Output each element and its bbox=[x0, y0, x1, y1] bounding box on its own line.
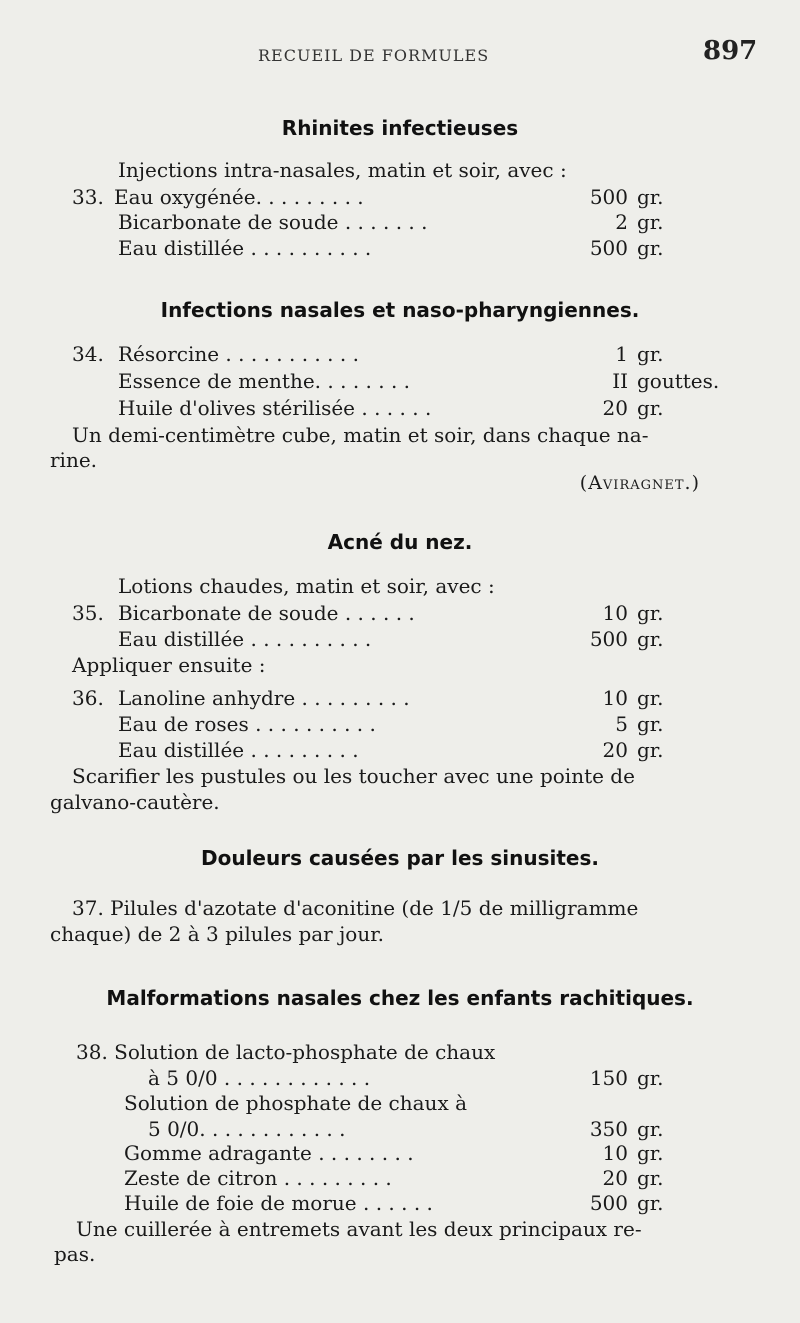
ingredient-name: Huile d'olives stérilisée . . . . . . bbox=[118, 396, 432, 420]
ingredient-quantity: 10 bbox=[602, 686, 628, 710]
ingredient-name: Zeste de citron . . . . . . . . . bbox=[124, 1166, 392, 1190]
ingredient-name: Eau distillée . . . . . . . . . . bbox=[118, 236, 372, 260]
ingredient-quantity: 350 bbox=[589, 1117, 628, 1141]
ingredient-quantity: 500 bbox=[589, 185, 628, 209]
author-attribution: (Aviragnet.) bbox=[579, 472, 700, 494]
formula-number: 34. bbox=[72, 342, 104, 366]
ingredient-quantity: 10 bbox=[602, 1141, 628, 1165]
ingredient-name: Bicarbonate de soude . . . . . . . bbox=[118, 210, 428, 234]
ingredient-name: 5 0/0. . . . . . . . . . . . bbox=[148, 1117, 346, 1141]
ingredient-name: Résorcine . . . . . . . . . . . bbox=[118, 342, 359, 366]
ingredient-unit: gr. bbox=[637, 627, 664, 651]
instruction-text: galvano-cautère. bbox=[50, 790, 220, 814]
ingredient-name: Essence de menthe. . . . . . . . bbox=[118, 369, 411, 393]
ingredient-quantity: 20 bbox=[602, 1166, 628, 1190]
ingredient-quantity: 500 bbox=[589, 236, 628, 260]
ingredient-quantity: 5 bbox=[615, 712, 628, 736]
ingredient-quantity: 20 bbox=[602, 738, 628, 762]
intro-text: Injections intra-nasales, matin et soir, avec : bbox=[118, 158, 567, 182]
instruction-text: pas. bbox=[54, 1242, 96, 1266]
formula-text: chaque) de 2 à 3 pilules par jour. bbox=[50, 922, 384, 946]
instruction-text: rine. bbox=[50, 448, 98, 472]
ingredient-name: Eau distillée . . . . . . . . . . bbox=[118, 627, 372, 651]
running-head: RECUEIL DE FORMULES bbox=[258, 46, 490, 65]
ingredient-name: Solution de phosphate de chaux à bbox=[124, 1091, 467, 1115]
page-number: 897 bbox=[703, 36, 758, 66]
ingredient-name: Eau de roses . . . . . . . . . . bbox=[118, 712, 376, 736]
formula-number: 36. bbox=[72, 686, 104, 710]
intro-text: Lotions chaudes, matin et soir, avec : bbox=[118, 574, 495, 598]
ingredient-quantity: 10 bbox=[602, 601, 628, 625]
formula-text: 37. Pilules d'azotate d'aconitine (de 1/5 de milligramme bbox=[72, 896, 639, 920]
ingredient-unit: gr. bbox=[637, 738, 664, 762]
section-title-infections: Infections nasales et naso-pharyngiennes. bbox=[160, 298, 640, 322]
ingredient-quantity: 500 bbox=[589, 1191, 628, 1215]
ingredient-name: Eau oxygénée. . . . . . . . . bbox=[114, 185, 364, 209]
ingredient-unit: gr. bbox=[637, 686, 664, 710]
instruction-text: Une cuillerée à entremets avant les deux principaux re- bbox=[76, 1217, 642, 1241]
ingredient-unit: gr. bbox=[637, 236, 664, 260]
ingredient-name: à 5 0/0 . . . . . . . . . . . . bbox=[148, 1066, 371, 1090]
ingredient-unit: gr. bbox=[637, 342, 664, 366]
instruction-text: Appliquer ensuite : bbox=[72, 653, 266, 677]
ingredient-quantity: 2 bbox=[615, 210, 628, 234]
section-title-douleurs: Douleurs causées par les sinusites. bbox=[200, 846, 599, 870]
ingredient-unit: gr. bbox=[637, 1141, 664, 1165]
ingredient-quantity: 20 bbox=[602, 396, 628, 420]
ingredient-unit: gr. bbox=[637, 712, 664, 736]
ingredient-name: Eau distillée . . . . . . . . . bbox=[118, 738, 359, 762]
ingredient-name: Gomme adragante . . . . . . . . bbox=[124, 1141, 414, 1165]
section-title-acne: Acné du nez. bbox=[327, 530, 473, 554]
instruction-text: Un demi-centimètre cube, matin et soir, dans chaque na- bbox=[72, 423, 649, 447]
formula-text: 38. Solution de lacto-phosphate de chaux bbox=[76, 1040, 496, 1064]
ingredient-quantity: 500 bbox=[589, 627, 628, 651]
formula-number: 33. bbox=[72, 185, 104, 209]
ingredient-quantity: 150 bbox=[589, 1066, 628, 1090]
ingredient-unit: gouttes. bbox=[637, 369, 720, 393]
ingredient-unit: gr. bbox=[637, 396, 664, 420]
ingredient-unit: gr. bbox=[637, 185, 664, 209]
formula-number: 35. bbox=[72, 601, 104, 625]
ingredient-name: Huile de foie de morue . . . . . . bbox=[124, 1191, 433, 1215]
ingredient-unit: gr. bbox=[637, 1117, 664, 1141]
ingredient-unit: gr. bbox=[637, 1166, 664, 1190]
instruction-text: Scarifier les pustules ou les toucher avec une pointe de bbox=[72, 764, 635, 788]
ingredient-name: Bicarbonate de soude . . . . . . bbox=[118, 601, 415, 625]
section-title-malformations: Malformations nasales chez les enfants rachitiques. bbox=[106, 986, 694, 1010]
ingredient-unit: gr. bbox=[637, 1066, 664, 1090]
ingredient-quantity: II bbox=[612, 369, 628, 393]
ingredient-unit: gr. bbox=[637, 601, 664, 625]
ingredient-unit: gr. bbox=[637, 210, 664, 234]
ingredient-name: Lanoline anhydre . . . . . . . . . bbox=[118, 686, 410, 710]
ingredient-unit: gr. bbox=[637, 1191, 664, 1215]
ingredient-quantity: 1 bbox=[615, 342, 628, 366]
section-title-rhinites: Rhinites infectieuses bbox=[281, 116, 519, 140]
